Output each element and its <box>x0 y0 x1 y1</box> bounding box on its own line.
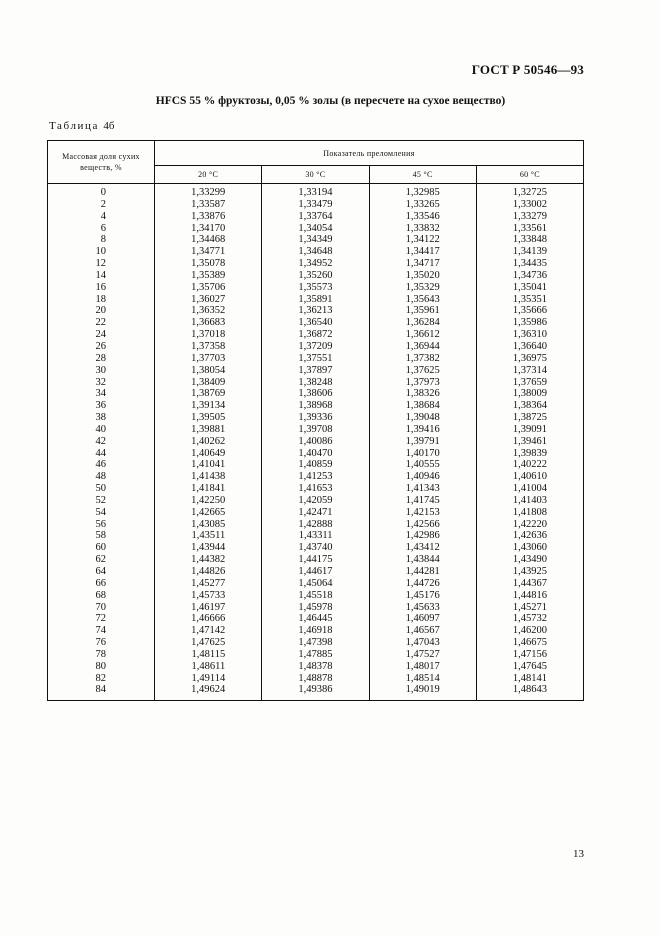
dry-matter-cell: 64 <box>48 566 155 578</box>
refractive-index-cell: 1,40859 <box>262 459 369 471</box>
table-row <box>48 459 584 471</box>
refractive-index-cell: 1,38054 <box>155 365 262 377</box>
dry-matter-cell: 46 <box>48 459 155 471</box>
refractive-index-cell: 1,42566 <box>369 519 476 531</box>
dry-matter-cell: 34 <box>48 388 155 400</box>
table-row <box>48 294 584 306</box>
refractive-index-cell: 1,34717 <box>369 258 476 270</box>
refractive-index-cell: 1,36872 <box>262 329 369 341</box>
refractive-index-cell: 1,43490 <box>476 554 583 566</box>
refractive-index-cell: 1,45978 <box>262 602 369 614</box>
refractive-index-cell: 1,45064 <box>262 578 369 590</box>
refractive-index-cell: 1,38684 <box>369 400 476 412</box>
temperature-header-20: 20 °C <box>155 166 262 184</box>
refractive-index-cell: 1,33832 <box>369 223 476 235</box>
table-row <box>48 590 584 602</box>
dry-matter-cell: 44 <box>48 448 155 460</box>
refractive-index-cell: 1,49114 <box>155 673 262 685</box>
refractive-index-cell: 1,36683 <box>155 317 262 329</box>
temperature-header-45: 45 °C <box>369 166 476 184</box>
refractive-index-cell: 1,40946 <box>369 471 476 483</box>
refractive-index-cell: 1,45633 <box>369 602 476 614</box>
dry-matter-cell: 82 <box>48 673 155 685</box>
dry-matter-cell: 76 <box>48 637 155 649</box>
refractive-index-cell: 1,35389 <box>155 270 262 282</box>
dry-matter-column-header: Массовая доля сухих веществ, % <box>48 141 155 184</box>
refractive-index-cell: 1,41041 <box>155 459 262 471</box>
refractive-index-cell: 1,48115 <box>155 649 262 661</box>
dry-matter-cell: 16 <box>48 282 155 294</box>
table-label <box>49 120 114 132</box>
table-row <box>48 258 584 270</box>
refractive-index-cell: 1,35260 <box>262 270 369 282</box>
table-row <box>48 341 584 353</box>
refractive-index-cell: 1,36213 <box>262 305 369 317</box>
refractive-index-cell: 1,46567 <box>369 625 476 637</box>
refractive-index-cell: 1,35573 <box>262 282 369 294</box>
refractive-index-cell: 1,46200 <box>476 625 583 637</box>
refractive-index-cell: 1,39091 <box>476 424 583 436</box>
refractive-index-cell: 1,49019 <box>369 684 476 700</box>
refractive-index-cell: 1,38364 <box>476 400 583 412</box>
refractive-index-cell: 1,48514 <box>369 673 476 685</box>
table-row <box>48 184 584 199</box>
refractive-index-cell: 1,40649 <box>155 448 262 460</box>
dry-matter-cell: 20 <box>48 305 155 317</box>
refractive-index-cell: 1,39881 <box>155 424 262 436</box>
refractive-index-cell: 1,41403 <box>476 495 583 507</box>
refractive-index-cell: 1,44382 <box>155 554 262 566</box>
table-row <box>48 495 584 507</box>
refractive-index-cell: 1,34122 <box>369 234 476 246</box>
refractive-index-cell: 1,42220 <box>476 519 583 531</box>
refractive-index-cell: 1,35986 <box>476 317 583 329</box>
table-row <box>48 211 584 223</box>
refractive-index-cell: 1,33299 <box>155 184 262 199</box>
refractive-index-cell: 1,39505 <box>155 412 262 424</box>
refractive-index-cell: 1,36944 <box>369 341 476 353</box>
refractive-index-cell: 1,44816 <box>476 590 583 602</box>
refractive-index-cell: 1,35891 <box>262 294 369 306</box>
dry-matter-cell: 10 <box>48 246 155 258</box>
refractive-index-cell: 1,35351 <box>476 294 583 306</box>
refractive-index-cell: 1,43844 <box>369 554 476 566</box>
refractive-index-cell: 1,39461 <box>476 436 583 448</box>
refractive-index-cell: 1,42888 <box>262 519 369 531</box>
table-row <box>48 519 584 531</box>
table-row <box>48 282 584 294</box>
refractive-index-cell: 1,34139 <box>476 246 583 258</box>
refractive-index-cell: 1,37209 <box>262 341 369 353</box>
dry-matter-cell: 58 <box>48 530 155 542</box>
table-body <box>48 184 584 701</box>
refractive-index-cell: 1,39134 <box>155 400 262 412</box>
refractive-index-cell: 1,35961 <box>369 305 476 317</box>
table-row <box>48 305 584 317</box>
table-row <box>48 223 584 235</box>
refractive-index-cell: 1,41438 <box>155 471 262 483</box>
refractive-index-cell: 1,44367 <box>476 578 583 590</box>
refractive-index-cell: 1,47645 <box>476 661 583 673</box>
refractive-index-cell: 1,38248 <box>262 377 369 389</box>
refractive-index-cell: 1,42250 <box>155 495 262 507</box>
dry-matter-cell: 36 <box>48 400 155 412</box>
refractive-index-cell: 1,33587 <box>155 199 262 211</box>
refractive-index-cell: 1,45733 <box>155 590 262 602</box>
table-row <box>48 424 584 436</box>
refractive-index-cell: 1,49624 <box>155 684 262 700</box>
refractive-index-cell: 1,47527 <box>369 649 476 661</box>
dry-matter-cell: 6 <box>48 223 155 235</box>
refractive-index-cell: 1,48611 <box>155 661 262 673</box>
dry-matter-cell: 18 <box>48 294 155 306</box>
table-row <box>48 400 584 412</box>
refractive-index-cell: 1,33194 <box>262 184 369 199</box>
table-row <box>48 613 584 625</box>
table-row <box>48 566 584 578</box>
dry-matter-cell: 80 <box>48 661 155 673</box>
refractive-index-cell: 1,46445 <box>262 613 369 625</box>
refractive-index-cell: 1,33279 <box>476 211 583 223</box>
dry-matter-cell: 42 <box>48 436 155 448</box>
refractive-index-cell: 1,49386 <box>262 684 369 700</box>
refractive-index-cell: 1,35643 <box>369 294 476 306</box>
dry-matter-cell: 84 <box>48 684 155 700</box>
refractive-index-cell: 1,43085 <box>155 519 262 531</box>
table-row <box>48 270 584 282</box>
dry-matter-cell: 22 <box>48 317 155 329</box>
refractive-index-cell: 1,46666 <box>155 613 262 625</box>
refractive-index-cell: 1,47885 <box>262 649 369 661</box>
refractive-index-cell: 1,43740 <box>262 542 369 554</box>
refractive-index-cell: 1,34435 <box>476 258 583 270</box>
refractive-index-cell: 1,40610 <box>476 471 583 483</box>
refractive-index-cell: 1,36352 <box>155 305 262 317</box>
refractive-index-cell: 1,35078 <box>155 258 262 270</box>
refractive-index-cell: 1,40555 <box>369 459 476 471</box>
refractive-index-cell: 1,45732 <box>476 613 583 625</box>
table-row <box>48 542 584 554</box>
refractive-index-cell: 1,44826 <box>155 566 262 578</box>
refractive-index-cell: 1,34771 <box>155 246 262 258</box>
refractive-index-cell: 1,34054 <box>262 223 369 235</box>
refractive-index-cell: 1,41253 <box>262 471 369 483</box>
dry-matter-cell: 72 <box>48 613 155 625</box>
table-row <box>48 530 584 542</box>
refractive-index-cell: 1,37897 <box>262 365 369 377</box>
table-title: HFCS 55 % фруктозы, 0,05 % золы (в пересчете на сухое вещество) <box>155 95 506 107</box>
refractive-index-cell: 1,42636 <box>476 530 583 542</box>
page-number: 13 <box>573 848 584 860</box>
refractive-index-group-header: Показатель преломления <box>155 141 584 166</box>
table-row <box>48 388 584 400</box>
refractive-index-cell: 1,37382 <box>369 353 476 365</box>
refractive-index-cell: 1,43412 <box>369 542 476 554</box>
refractive-index-cell: 1,48017 <box>369 661 476 673</box>
dry-matter-cell: 30 <box>48 365 155 377</box>
refractive-index-cell: 1,38725 <box>476 412 583 424</box>
refractive-index-cell: 1,47625 <box>155 637 262 649</box>
temperature-header-60: 60 °C <box>476 166 583 184</box>
refractive-index-cell: 1,45271 <box>476 602 583 614</box>
refractive-index-cell: 1,48378 <box>262 661 369 673</box>
refractive-index-cell: 1,33764 <box>262 211 369 223</box>
refractive-index-cell: 1,37973 <box>369 377 476 389</box>
refractive-index-cell: 1,48141 <box>476 673 583 685</box>
table-label-word: Таблица <box>49 120 99 132</box>
refractive-index-cell: 1,36640 <box>476 341 583 353</box>
refractive-index-cell: 1,33561 <box>476 223 583 235</box>
temperature-header-30: 30 °C <box>262 166 369 184</box>
refractive-index-cell: 1,38606 <box>262 388 369 400</box>
refractive-index-cell: 1,37314 <box>476 365 583 377</box>
refractive-index-cell: 1,36540 <box>262 317 369 329</box>
dry-matter-cell: 62 <box>48 554 155 566</box>
refractive-index-cell: 1,39048 <box>369 412 476 424</box>
refractive-index-cell: 1,45518 <box>262 590 369 602</box>
table-row <box>48 673 584 685</box>
refractive-index-cell: 1,36975 <box>476 353 583 365</box>
refractive-index-cell: 1,42665 <box>155 507 262 519</box>
refractive-index-cell: 1,41004 <box>476 483 583 495</box>
table-row <box>48 471 584 483</box>
table-row <box>48 649 584 661</box>
refractive-index-cell: 1,35666 <box>476 305 583 317</box>
refractive-index-cell: 1,37018 <box>155 329 262 341</box>
refractive-index-cell: 1,34648 <box>262 246 369 258</box>
refractive-index-cell: 1,44726 <box>369 578 476 590</box>
refractive-index-cell: 1,41343 <box>369 483 476 495</box>
dry-matter-cell: 74 <box>48 625 155 637</box>
refractive-index-cell: 1,37625 <box>369 365 476 377</box>
refractive-index-cell: 1,41841 <box>155 483 262 495</box>
refractive-index-cell: 1,38409 <box>155 377 262 389</box>
refraction-table <box>47 140 584 701</box>
refractive-index-cell: 1,36310 <box>476 329 583 341</box>
refractive-index-cell: 1,32985 <box>369 184 476 199</box>
refractive-index-cell: 1,40170 <box>369 448 476 460</box>
refractive-index-cell: 1,37703 <box>155 353 262 365</box>
dry-matter-cell: 70 <box>48 602 155 614</box>
refractive-index-cell: 1,35041 <box>476 282 583 294</box>
refractive-index-cell: 1,34170 <box>155 223 262 235</box>
refractive-index-cell: 1,42471 <box>262 507 369 519</box>
refractive-index-cell: 1,33876 <box>155 211 262 223</box>
table-row <box>48 436 584 448</box>
table-row <box>48 246 584 258</box>
refractive-index-cell: 1,43944 <box>155 542 262 554</box>
dry-matter-cell: 48 <box>48 471 155 483</box>
refractive-index-cell: 1,45277 <box>155 578 262 590</box>
refractive-index-cell: 1,43060 <box>476 542 583 554</box>
refractive-index-cell: 1,33479 <box>262 199 369 211</box>
refractive-index-cell: 1,42986 <box>369 530 476 542</box>
refractive-index-cell: 1,35329 <box>369 282 476 294</box>
dry-matter-cell: 8 <box>48 234 155 246</box>
table-row <box>48 199 584 211</box>
dry-matter-cell: 60 <box>48 542 155 554</box>
refractive-index-cell: 1,40470 <box>262 448 369 460</box>
table-row <box>48 507 584 519</box>
refractive-index-cell: 1,36284 <box>369 317 476 329</box>
refractive-index-cell: 1,33265 <box>369 199 476 211</box>
table-row <box>48 329 584 341</box>
dry-matter-cell: 52 <box>48 495 155 507</box>
refractive-index-cell: 1,46675 <box>476 637 583 649</box>
refractive-index-cell: 1,47398 <box>262 637 369 649</box>
table-row <box>48 317 584 329</box>
refractive-index-cell: 1,47043 <box>369 637 476 649</box>
refractive-index-cell: 1,33546 <box>369 211 476 223</box>
dry-matter-cell: 40 <box>48 424 155 436</box>
refractive-index-cell: 1,34349 <box>262 234 369 246</box>
refractive-index-cell: 1,44281 <box>369 566 476 578</box>
table-row <box>48 684 584 700</box>
dry-matter-cell: 28 <box>48 353 155 365</box>
refractive-index-cell: 1,34736 <box>476 270 583 282</box>
table-row <box>48 483 584 495</box>
refractive-index-cell: 1,47156 <box>476 649 583 661</box>
dry-matter-cell: 32 <box>48 377 155 389</box>
refractive-index-cell: 1,42059 <box>262 495 369 507</box>
refractive-index-cell: 1,38968 <box>262 400 369 412</box>
refractive-index-cell: 1,36027 <box>155 294 262 306</box>
refractive-index-cell: 1,43311 <box>262 530 369 542</box>
dry-matter-cell: 50 <box>48 483 155 495</box>
refractive-index-cell: 1,38769 <box>155 388 262 400</box>
table-row <box>48 365 584 377</box>
refractive-index-cell: 1,39708 <box>262 424 369 436</box>
refractive-index-cell: 1,48878 <box>262 673 369 685</box>
table-row <box>48 637 584 649</box>
table-row <box>48 377 584 389</box>
refractive-index-cell: 1,40222 <box>476 459 583 471</box>
table-row <box>48 554 584 566</box>
refractive-index-cell: 1,40262 <box>155 436 262 448</box>
refractive-index-cell: 1,38326 <box>369 388 476 400</box>
dry-matter-cell: 26 <box>48 341 155 353</box>
refractive-index-cell: 1,40086 <box>262 436 369 448</box>
refractive-index-cell: 1,46197 <box>155 602 262 614</box>
table-label-number: 4б <box>103 120 115 132</box>
refractive-index-cell: 1,37551 <box>262 353 369 365</box>
dry-matter-cell: 14 <box>48 270 155 282</box>
dry-matter-cell: 54 <box>48 507 155 519</box>
table-row <box>48 412 584 424</box>
refractive-index-cell: 1,37659 <box>476 377 583 389</box>
refractive-index-cell: 1,41808 <box>476 507 583 519</box>
refractive-index-cell: 1,41745 <box>369 495 476 507</box>
refractive-index-cell: 1,46918 <box>262 625 369 637</box>
refractive-index-cell: 1,35020 <box>369 270 476 282</box>
refractive-index-cell: 1,43925 <box>476 566 583 578</box>
refractive-index-cell: 1,46097 <box>369 613 476 625</box>
refractive-index-cell: 1,42153 <box>369 507 476 519</box>
refractive-index-cell: 1,33848 <box>476 234 583 246</box>
refractive-index-cell: 1,34417 <box>369 246 476 258</box>
refractive-index-cell: 1,36612 <box>369 329 476 341</box>
table-row <box>48 578 584 590</box>
refractive-index-cell: 1,41653 <box>262 483 369 495</box>
dry-matter-cell: 68 <box>48 590 155 602</box>
table-row <box>48 661 584 673</box>
refractive-index-cell: 1,35706 <box>155 282 262 294</box>
dry-matter-cell: 12 <box>48 258 155 270</box>
dry-matter-cell: 78 <box>48 649 155 661</box>
table-row <box>48 448 584 460</box>
refractive-index-cell: 1,47142 <box>155 625 262 637</box>
dry-matter-cell: 56 <box>48 519 155 531</box>
refractive-index-cell: 1,43511 <box>155 530 262 542</box>
table-row <box>48 625 584 637</box>
refractive-index-cell: 1,39839 <box>476 448 583 460</box>
dry-matter-cell: 66 <box>48 578 155 590</box>
refractive-index-cell: 1,48643 <box>476 684 583 700</box>
refractive-index-cell: 1,39336 <box>262 412 369 424</box>
refractive-index-cell: 1,37358 <box>155 341 262 353</box>
refractive-index-cell: 1,33002 <box>476 199 583 211</box>
refractive-index-cell: 1,45176 <box>369 590 476 602</box>
dry-matter-cell: 2 <box>48 199 155 211</box>
refractive-index-cell: 1,34952 <box>262 258 369 270</box>
refractive-index-cell: 1,32725 <box>476 184 583 199</box>
table-row <box>48 353 584 365</box>
refractive-index-cell: 1,39791 <box>369 436 476 448</box>
dry-matter-cell: 38 <box>48 412 155 424</box>
refractive-index-cell: 1,38009 <box>476 388 583 400</box>
document-code: ГОСТ Р 50546—93 <box>471 62 584 77</box>
table-row <box>48 234 584 246</box>
table-row <box>48 602 584 614</box>
refractive-index-cell: 1,44175 <box>262 554 369 566</box>
refractive-index-cell: 1,44617 <box>262 566 369 578</box>
refractive-index-cell: 1,34468 <box>155 234 262 246</box>
dry-matter-cell: 4 <box>48 211 155 223</box>
refractive-index-cell: 1,39416 <box>369 424 476 436</box>
dry-matter-cell: 0 <box>48 184 155 199</box>
dry-matter-cell: 24 <box>48 329 155 341</box>
